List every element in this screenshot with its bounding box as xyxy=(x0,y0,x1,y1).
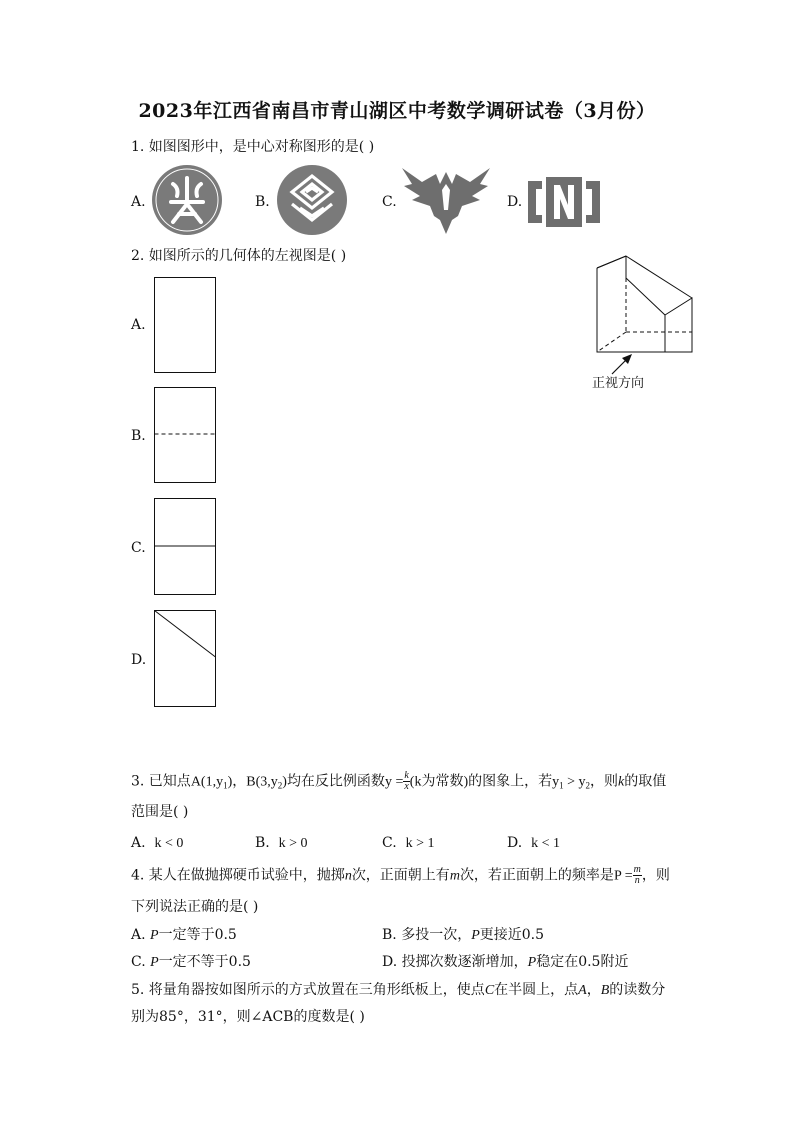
bracket-n-logo-icon xyxy=(528,177,600,227)
question-4-stem-line1: 4. 某人在做抛掷硬币试验中，抛掷n次，正面朝上有m次，若正面朝上的频率是P = $\frac{m}{n}$ ，则 xyxy=(131,864,670,886)
question-1-stem: 1. 如图图形中，是中心对称图形的是( ) xyxy=(131,139,375,155)
q2-option-a-label: A. xyxy=(131,317,146,333)
q4-option-b: B. 多投一次，P更接近0.5 xyxy=(382,927,545,943)
q3-option-b: B. k > 0 xyxy=(255,835,308,851)
q2-option-c-label: C. xyxy=(131,540,146,556)
question-5-stem-line2: 别为85°，31°，则∠ACB的度数是( ) xyxy=(131,1009,365,1025)
q3-option-d: D. k < 1 xyxy=(507,835,560,851)
question-2-stem: 2. 如图所示的几何体的左视图是( ) xyxy=(131,248,347,264)
q4-option-c: C. P一定不等于0.5 xyxy=(131,954,251,970)
q1-option-a-label: A. xyxy=(131,194,146,210)
q3-option-a: A. k < 0 xyxy=(131,835,184,851)
peking-university-emblem-icon xyxy=(151,164,223,236)
eagle-emblem-icon xyxy=(402,166,490,236)
q1-option-c-label: C. xyxy=(382,194,397,210)
q3-fraction: $\frac{k}{x}$ xyxy=(404,770,409,792)
q2-option-b-label: B. xyxy=(131,428,146,444)
page-title: 2023年江西省南昌市青山湖区中考数学调研试卷（3月份） xyxy=(138,100,656,122)
q2-option-a-view xyxy=(154,277,216,373)
q4-option-d: D. 投掷次数逐渐增加，P稳定在0.5附近 xyxy=(382,954,629,970)
prism-figure xyxy=(590,254,700,360)
q4-option-a: A. P一定等于0.5 xyxy=(131,927,237,943)
q3-option-c: C. k > 1 xyxy=(382,835,435,851)
q1-option-b-label: B. xyxy=(255,194,270,210)
question-4-stem-line2: 下列说法正确的是( ) xyxy=(131,899,259,915)
q2-option-d-label: D. xyxy=(131,652,147,668)
q2-option-d-view xyxy=(154,610,216,707)
q2-option-c-view xyxy=(154,498,216,595)
question-3-stem-line1: 3. 已知点$A(1,y_1)$，$B(3,y_2)$均在反比例函数y = $\frac{k}{x}$ (k为常数)的图象上，若$y_1 > y_2$，则k的取值 xyxy=(131,770,667,792)
q1-option-d-label: D. xyxy=(507,194,523,210)
meander-pattern-emblem-icon xyxy=(276,164,348,236)
view-direction-caption: 正视方向 xyxy=(592,376,645,391)
question-3-stem-line2: 范围是( ) xyxy=(131,804,189,820)
question-5-stem-line1: 5. 将量角器按如图所示的方式放置在三角形纸板上，使点C在半圆上，点A，B的读数分 xyxy=(131,982,666,998)
q2-option-b-view xyxy=(154,387,216,483)
q4-fraction: $\frac{m}{n}$ xyxy=(633,864,641,886)
